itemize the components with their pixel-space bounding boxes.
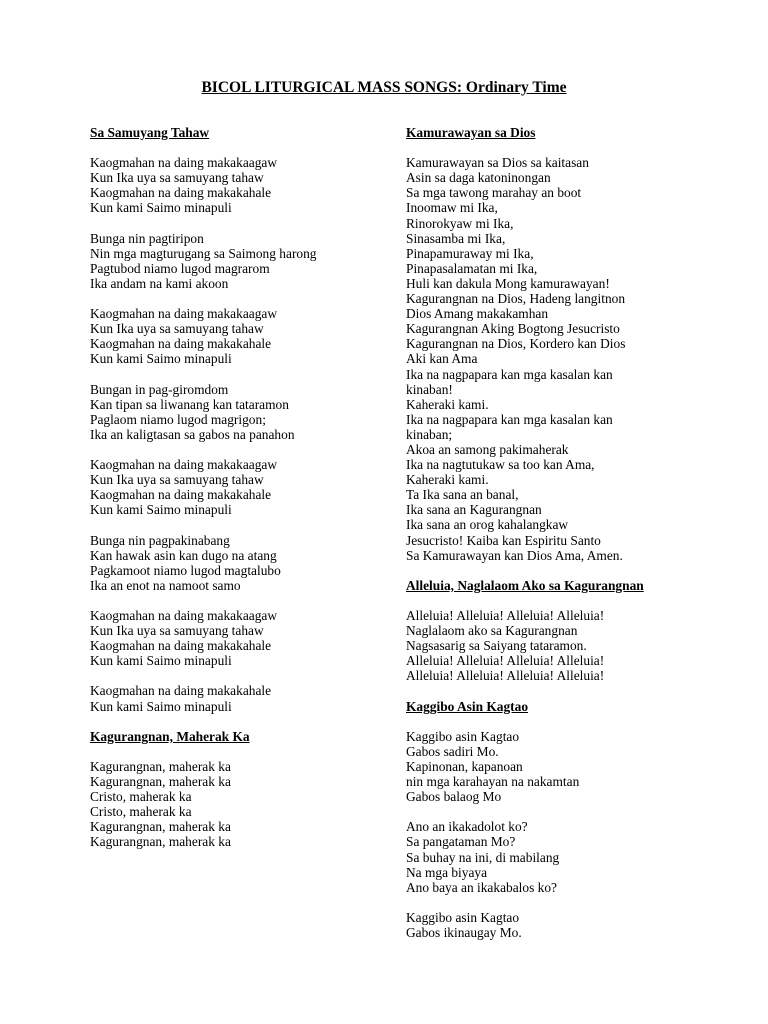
lyric-line: Kaggibo asin Kagtao [406, 728, 520, 744]
lyric-line: Kaogmahan na daing makakaagaw [90, 306, 278, 322]
right-column [406, 125, 706, 955]
song-kagurangnan-maherak-ka [90, 729, 390, 850]
lyric-line: Kun Ika uya sa samuyang tahaw [90, 321, 264, 337]
lyric-line: Gabos sadiri Mo. [406, 743, 499, 759]
lyric-line: Kaogmahan na daing makakahale [90, 683, 272, 699]
lyric-line: Gabos ikinaugay Mo. [406, 924, 522, 940]
lyric-line: Kagurangnan, maherak ka [90, 819, 231, 835]
lyric-line: Aki kan Ama [406, 351, 478, 367]
lyric-line: Na mga biyaya [406, 864, 488, 880]
lyric-line: Dios Amang makakamhan [406, 306, 549, 322]
stanza [90, 306, 390, 366]
lyric-line: Pinapamuraway mi Ika, [406, 245, 534, 261]
lyric-line: Kaogmahan na daing makakaagaw [90, 155, 278, 171]
lyric-line: Jesucristo! Kaiba kan Espiritu Santo [406, 532, 601, 548]
lyric-line: Ika sana an Kagurangnan [406, 502, 542, 518]
lyric-line: Kan hawak asin kan dugo na atang [90, 547, 277, 563]
lyric-line: Alleluia! Alleluia! Alleluia! Alleluia! [406, 653, 605, 669]
lyric-line: Ika na nagtutukaw sa too kan Ama, [406, 457, 595, 473]
stanza [406, 155, 706, 563]
stanza [90, 457, 390, 517]
song-heading: Kagurangnan, Maherak Ka [90, 728, 250, 744]
lyric-line: Huli kan dakula Mong kamurawayan! [406, 275, 610, 291]
lyric-line: Inoomaw mi Ika, [406, 200, 498, 216]
lyric-line: Sinasamba mi Ika, [406, 230, 506, 246]
lyric-line: Akoa an samong pakimaherak [406, 441, 569, 457]
stanza [90, 608, 390, 668]
lyric-line: kinaban! [406, 381, 453, 397]
lyric-line: Gabos balaog Mo [406, 789, 502, 805]
lyric-line: Bungan in pag-giromdom [90, 381, 229, 397]
song-heading: Kamurawayan sa Dios [406, 125, 536, 140]
stanza [90, 231, 390, 291]
lyric-line: Kagurangnan, maherak ka [90, 758, 231, 774]
lyric-line: Ika andam na kami akoon [90, 275, 229, 291]
lyric-line: Sa mga tawong marahay an boot [406, 185, 582, 201]
song-kamurawayan-sa-dios [406, 125, 706, 563]
stanza [406, 608, 706, 683]
lyric-line: Sa pangataman Mo? [406, 834, 516, 850]
lyric-line: Kan tipan sa liwanang kan tataramon [90, 396, 289, 412]
stanza [90, 759, 390, 850]
lyric-line: Ano an ikakadolot ko? [406, 819, 528, 835]
stanza [90, 382, 390, 442]
lyric-line: Pinapasalamatan mi Ika, [406, 260, 538, 276]
lyric-line: Ta Ika sana an banal, [406, 487, 519, 503]
lyric-line: Pagkamoot niamo lugod magtalubo [90, 562, 281, 578]
lyric-line: Rinorokyaw mi Ika, [406, 215, 514, 231]
lyric-line: Kaogmahan na daing makakahale [90, 487, 272, 503]
lyric-line: Kaogmahan na daing makakaagaw [90, 608, 278, 623]
lyric-line: Kaogmahan na daing makakahale [90, 336, 272, 352]
lyric-line: Nagsasarig sa Saiyang tataramon. [406, 638, 587, 654]
lyric-line: Sa buhay na ini, di mabilang [406, 849, 560, 865]
lyric-line: Ika an kaligtasan sa gabos na panahon [90, 426, 295, 442]
stanza [406, 819, 706, 894]
lyric-line: Kun kami Saimo minapuli [90, 351, 232, 367]
lyric-line: Kaheraki kami. [406, 472, 489, 488]
lyric-line: Kun Ika uya sa samuyang tahaw [90, 472, 264, 488]
lyric-line: Ano baya an ikakabalos ko? [406, 879, 557, 895]
lyric-line: Cristo, maherak ka [90, 789, 192, 805]
lyric-line: Sa Kamurawayan kan Dios Ama, Amen. [406, 547, 623, 563]
lyric-line: Kaheraki kami. [406, 396, 489, 412]
lyric-line: Kun kami Saimo minapuli [90, 200, 232, 216]
lyric-line: Kun Ika uya sa samuyang tahaw [90, 170, 264, 186]
lyric-line: Kagurangnan Aking Bogtong Jesucristo [406, 321, 620, 337]
lyric-line: Kagurangnan, maherak ka [90, 834, 231, 850]
lyric-line: Kaggibo asin Kagtao [406, 909, 520, 925]
lyric-line: Pagtubod niamo lugod magrarom [90, 260, 270, 276]
lyric-line: Paglaom niamo lugod magrigon; [90, 411, 266, 427]
lyric-line: Asin sa daga katoninongan [406, 170, 551, 186]
lyric-line: Kun kami Saimo minapuli [90, 653, 232, 669]
lyric-line: Kun kami Saimo minapuli [90, 502, 232, 518]
song-alleluia-naglalaom [406, 578, 706, 684]
lyric-line: Kaogmahan na daing makakahale [90, 638, 272, 654]
lyric-line: nin mga karahayan na nakamtan [406, 774, 580, 790]
lyric-line: Kaogmahan na daing makakaagaw [90, 457, 278, 473]
lyric-line: Ika sana an orog kahalangkaw [406, 517, 569, 533]
stanza [90, 155, 390, 215]
lyric-line: Nin mga magturugang sa Saimong harong [90, 245, 317, 261]
lyric-line: Kagurangnan na Dios, Hadeng langitnon [406, 291, 626, 307]
stanza [406, 729, 706, 804]
lyric-line: Kagurangnan, maherak ka [90, 774, 231, 790]
stanza [90, 683, 390, 713]
lyric-line: Ika na nagpapara kan mga kasalan kan [406, 411, 613, 427]
song-heading: Alleluia, Naglalaom Ako sa Kagurangnan [406, 577, 644, 593]
lyric-line: kinaban; [406, 426, 453, 442]
document-title: BICOL LITURGICAL MASS SONGS: Ordinary Time [201, 79, 567, 96]
lyric-line: Kun Ika uya sa samuyang tahaw [90, 623, 264, 639]
lyric-line: Ika an enot na namoot samo [90, 577, 241, 593]
stanza [90, 533, 390, 593]
lyric-line: Naglalaom ako sa Kagurangnan [406, 623, 578, 639]
lyric-line: Kun kami Saimo minapuli [90, 698, 232, 714]
lyric-line: Kamurawayan sa Dios sa kaitasan [406, 155, 589, 171]
song-sa-samuyang-tahaw [90, 125, 390, 714]
song-kaggibo-asin-kagtao [406, 699, 706, 941]
lyric-line: Cristo, maherak ka [90, 804, 192, 820]
lyric-line: Kaogmahan na daing makakahale [90, 185, 272, 201]
stanza [406, 910, 706, 940]
lyric-line: Kapinonan, kapanoan [406, 758, 523, 774]
song-heading: Kaggibo Asin Kagtao [406, 698, 529, 714]
lyric-line: Alleluia! Alleluia! Alleluia! Alleluia! [406, 608, 605, 623]
left-column [90, 125, 390, 865]
lyric-line: Alleluia! Alleluia! Alleluia! Alleluia! [406, 668, 605, 684]
song-heading: Sa Samuyang Tahaw [90, 125, 210, 140]
lyric-line: Ika na nagpapara kan mga kasalan kan [406, 366, 613, 382]
lyric-line: Bunga nin pagtiripon [90, 230, 204, 246]
lyric-line: Bunga nin pagpakinabang [90, 532, 230, 548]
lyric-line: Kagurangnan na Dios, Kordero kan Dios [406, 336, 626, 352]
